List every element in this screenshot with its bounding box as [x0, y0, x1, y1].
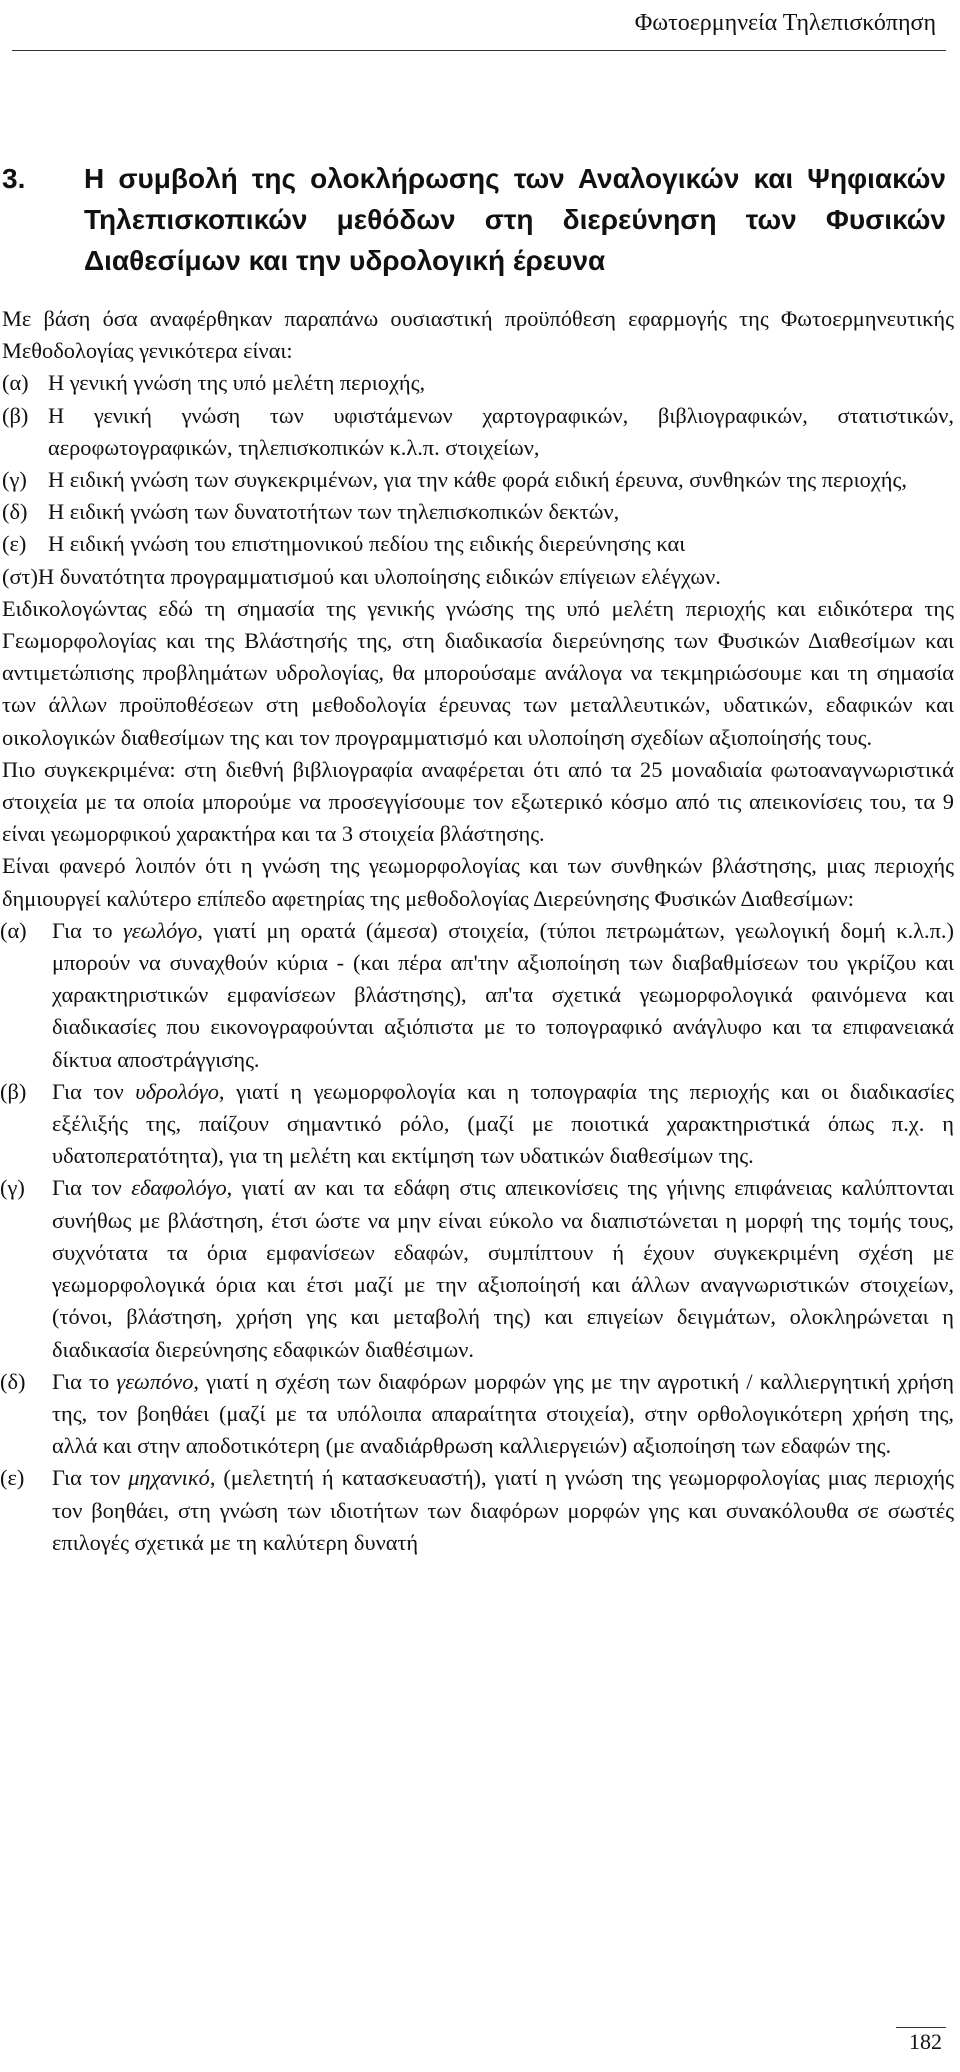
prerequisite-item: [0, 400, 960, 464]
section-title-line-2: Τηλεπισκοπικών μεθόδων στη διερεύνηση των Φυσικών: [84, 204, 946, 235]
item-label: (γ): [0, 1175, 25, 1201]
section-number: 3.: [2, 163, 26, 194]
item-label: (στ): [2, 563, 38, 589]
running-header: Φωτοερμηνεία Τηλεπισκόπηση: [634, 10, 936, 36]
item-text: Η γενική γνώση της υπό μελέτη περιοχής,: [48, 370, 426, 396]
page-content: [0, 158, 960, 1559]
item-label: (δ): [0, 1368, 26, 1394]
prerequisite-item-last: [0, 561, 960, 593]
header-divider: [12, 50, 946, 51]
discipline-term: μηχανικό: [128, 1465, 210, 1491]
item-text: , γιατί η σχέση των διαφόρων μορφών γης με την αγροτική / καλλιεργητική χρήση της, τον βοηθάει (μαζί με τα υπόλοιπα απαραίτητα στοιχεία), στην ορθολογικότερη χρήση της, αλλά και στην αποδοτικότερη (με αναδιάρθρωση καλλιεργειών) αξιοποίηση των εδαφών της.: [52, 1368, 954, 1459]
section-title-line-3: Διαθεσίμων και την υδρολογική έρευνα: [84, 245, 606, 276]
item-label: (γ): [2, 467, 27, 493]
item-label: (α): [2, 370, 29, 396]
discipline-term: γεωλόγο: [122, 917, 198, 943]
discipline-item-engineer: [0, 1462, 960, 1559]
body-paragraph: Πιο συγκεκριμένα: στη διεθνή βιβλιογραφία αναφέρεται ότι από τα 25 μοναδιαία φωτοαναγνωριστικά στοιχεία με τα οποία μπορούμε να προσεγγίσουμε τον εξωτερικό κόσμο από τις απεικονίσεις του, τα 9 είναι γεωμορφικού χαρακτήρα και τα 3 στοιχεία βλάστησης.: [2, 756, 954, 847]
item-lead: Για τον: [52, 1465, 129, 1491]
item-lead: Για τον: [52, 1175, 132, 1201]
item-text: , γιατί αν και τα εδάφη στις απεικονίσεις της γήινης επιφάνειας καλύπτονται συνήθως με βλάστηση, έτσι ώστε να μην είναι εύκολο να διαπιστώνεται η μορφή της τομής τους, συχνότατα τα όρια εμφανίσεων εδαφών, συμπίπτουν ή έχουν συγκεκριμένη σχέση με γεωμορφολογικά όρια και έτσι μαζί με την αξιοποίησή και άλλων αναγνωριστικών στοιχείων, (τόνοι, βλάστηση, χρήση γης και μεταβολή της) και επιγείων δειγμάτων, ολοκληρώνεται η διαδικασία διερεύνησης εδαφικών διαθέσιμων.: [52, 1175, 954, 1362]
item-label: (β): [0, 1078, 27, 1104]
item-lead: Για τον: [52, 1078, 136, 1104]
discipline-item-agronomist: [0, 1366, 960, 1463]
discipline-term: εδαφολόγο: [131, 1175, 227, 1201]
item-text: , γιατί η γεωμορφολογία και η τοπογραφία της περιοχής και οι διαδικασίες εξέλιξής της, παίζουν σημαντικό ρόλο, (μαζί με ποιοτικά χαρακτηριστικά όπως π.χ. η υδατοπερατότητα), για τη μελέτη και εκτίμηση των υδατικών διαθεσίμων της.: [52, 1078, 954, 1169]
prerequisite-item: [0, 464, 960, 496]
item-text: , γιατί μη ορατά (άμεσα) στοιχεία, (τύποι πετρωμάτων, γεωλογική δομή κ.λ.π.) μπορούν να συναχθούν κύρια - (και πέρα απ'την αξιοποίηση των διαβαθμίσεων του γκρίζου και χαρακτηριστικών εμφανίσεων βλάστησης), απ'τα σχετικά γεωμορφολογικά φαινόμενα και διαδικασίες που εικονογραφούνται αξιόπιστα με το τοπογραφικό ανάγλυφο και τα επιφανειακά δίκτυα αποστράγγισης.: [52, 917, 954, 1072]
body-paragraph: Είναι φανερό λοιπόν ότι η γνώση της γεωμορφολογίας και των συνθηκών βλάστησης, μιας περιοχής δημιουργεί καλύτερο επίπεδο αφετηρίας της μεθοδολογίας Διερεύνησης Φυσικών Διαθεσίμων:: [2, 853, 954, 911]
item-text: Η ειδική γνώση των συγκεκριμένων, για την κάθε φορά ειδική έρευνα, συνθηκών της περιοχής,: [48, 467, 907, 493]
section-title: [0, 158, 960, 281]
section-title-line-1: Η συμβολή της ολοκλήρωσης των Αναλογικών και Ψηφιακών: [84, 163, 946, 194]
intro-paragraph: Με βάση όσα αναφέρθηκαν παραπάνω ουσιαστική προϋπόθεση εφαρμογής της Φωτοερμηνευτικής Μεθοδολογίας γενικότερα είναι:: [2, 306, 954, 364]
discipline-term: υδρολόγο: [135, 1078, 219, 1104]
item-lead: Για το: [52, 1368, 117, 1394]
item-label: (β): [2, 402, 29, 428]
item-label: (ε): [0, 1465, 25, 1491]
body-paragraph: Ειδικολογώντας εδώ τη σημασία της γενικής γνώσης της υπό μελέτη περιοχής και ειδικότερα της Γεωμορφολογίας και της Βλάστησής της, στη διαδικασία διερεύνησης των Φυσικών Διαθεσίμων και αντιμετώπισης προβλημάτων υδρολογίας, θα μπορούσαμε ανάλογα να τεκμηριώσουμε και τη σημασία των άλλων προϋποθέσεων στη μεθοδολογία έρευνας των μεταλλευτικών, υδατικών, εδαφικών και οικολογικών διαθεσίμων της και τον προγραμματισμό και υλοποίηση σχεδίων αξιοποίησής τους.: [2, 595, 954, 750]
item-lead: Για το: [52, 917, 123, 943]
item-text: Η δυνατότητα προγραμματισμού και υλοποίησης ειδικών επίγειων ελέγχων.: [37, 563, 721, 589]
item-text: , (μελετητή ή κατασκευαστή), γιατί η γνώση της γεωμορφολογίας μιας περιοχής τον βοηθάει, στη γνώση των ιδιοτήτων των διαφόρων μορφών γης και συνακόλουθα σε σωστές επιλογές σχετικά με τη καλύτερη δυνατή: [52, 1465, 954, 1555]
page-number: 182: [909, 2029, 942, 2054]
item-text: Η ειδική γνώση του επιστημονικού πεδίου της ειδικής διερεύνησης και: [48, 531, 686, 557]
prerequisite-item: [0, 528, 960, 560]
discipline-item-hydrologist: [0, 1076, 960, 1173]
prerequisite-item: [0, 367, 960, 399]
item-label: (α): [0, 917, 27, 943]
discipline-term: γεωπόνο: [116, 1368, 194, 1394]
prerequisite-item: [0, 496, 960, 528]
item-text: Η ειδική γνώση των δυνατοτήτων των τηλεπισκοπικών δεκτών,: [48, 499, 620, 525]
discipline-item-geologist: [0, 915, 960, 1076]
item-label: (ε): [2, 531, 27, 557]
discipline-item-soil-scientist: [0, 1172, 960, 1365]
item-label: (δ): [2, 499, 28, 525]
item-text: Η γενική γνώση των υφιστάμενων χαρτογραφικών, βιβλιογραφικών, στατιστικών, αεροφωτογραφικών, τηλεπισκοπικών κ.λ.π. στοιχείων,: [48, 402, 954, 460]
